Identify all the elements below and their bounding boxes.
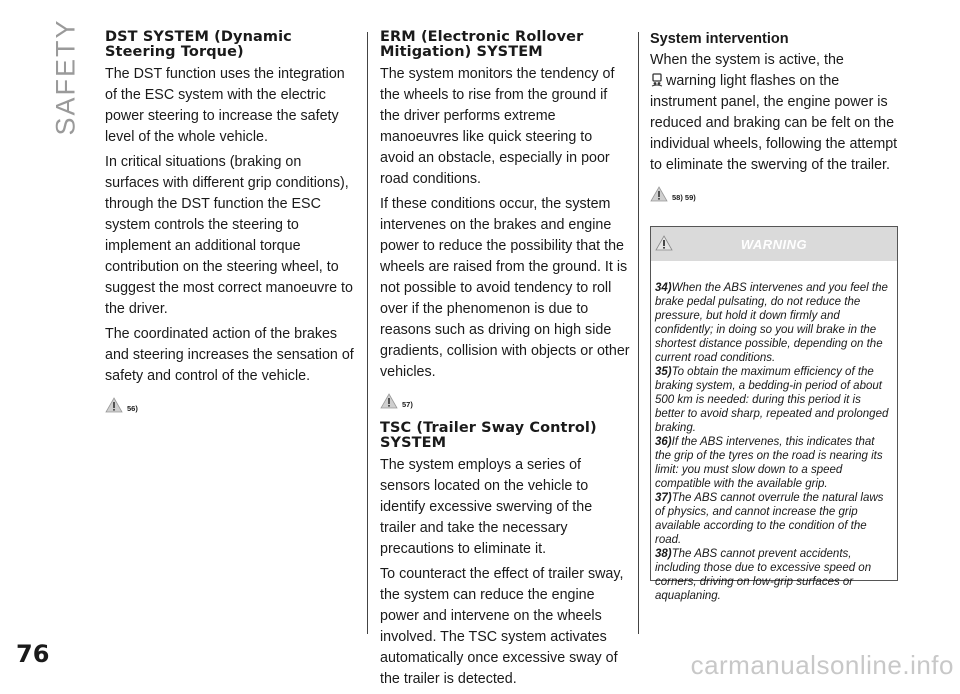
- caution-reference: [105, 397, 355, 413]
- subheading-system-intervention: System intervention: [650, 31, 789, 47]
- paragraph: The DST function uses the integration of the ESC system with the electric power steering to increase the safety level of the whole vehicle.: [105, 66, 345, 145]
- warning-item: [655, 547, 893, 603]
- warning-box: [650, 226, 898, 602]
- watermark: carmanualsonline.info: [690, 650, 954, 680]
- caution-reference: [380, 393, 630, 409]
- warning-item: [655, 281, 893, 365]
- trailer-sway-warning-icon: [650, 73, 664, 87]
- warning-title: WARNING: [740, 236, 808, 252]
- caution-reference: [650, 186, 898, 202]
- warning-item-number: 35): [655, 366, 672, 378]
- paragraph: The system employs a series of sensors located on the vehicle to identify excessive swerving of the trailer and take the necessary precautions to eliminate it.: [380, 457, 593, 557]
- paragraph: If these conditions occur, the system intervenes on the brakes and engine power to reduce the possibility that the wheels are raised from the ground. It is not possible to avoid tendency to roll over if the phenomenon is due to reasons such as driving on high side gradients, collision with objects or other vehicles.: [380, 196, 630, 380]
- paragraph-intervention-rest: warning light flashes on the instrument panel, the engine power is reduced and braking can be felt on the individual wheels, following the attempt to eliminate the swerving of the trailer.: [650, 73, 898, 173]
- column-divider: [638, 32, 639, 634]
- paragraph: The system monitors the tendency of the wheels to rise from the ground if the driver performs extreme manoeuvres like quick steering to avoid an obstacle, especially in poor road conditions.: [380, 66, 615, 187]
- column-dst: [105, 30, 355, 425]
- paragraph-intervention-start: When the system is active, the: [650, 52, 844, 68]
- warning-item: [655, 491, 893, 547]
- warning-item-text: The ABS cannot overrule the natural laws of physics, and cannot increase the grip available according to the condition of the road.: [655, 492, 884, 546]
- warning-header: [651, 227, 897, 261]
- caution-triangle-icon: [105, 397, 123, 413]
- warning-triangle-icon: [655, 235, 673, 251]
- warning-item-text: To obtain the maximum efficiency of the braking system, a bedding-in period of about 500 km is needed: during this period it is better to avoid sharp, repeated and prolonged braking.: [655, 366, 889, 434]
- reference-numbers: 58) 59): [672, 193, 696, 202]
- paragraph: In critical situations (braking on surfaces with different grip conditions), through the DST function the ESC system controls the steering to implement an additional torque contribution on the steering wheel, to suggest the most correct manoeuvre to the driver.: [105, 154, 353, 317]
- section-heading-dst: DST SYSTEM (Dynamic Steering Torque): [105, 29, 292, 60]
- reference-number: 56): [127, 404, 138, 413]
- paragraph: To counteract the effect of trailer sway, the system can reduce the engine power and intervene on the wheels involved. The TSC system activates automatically once excessive sway of the trailer is detected.: [380, 566, 624, 687]
- reference-number: 57): [402, 400, 413, 409]
- column-divider: [367, 32, 368, 634]
- column-erm-tsc: [380, 30, 630, 694]
- warning-item-text: When the ABS intervenes and you feel the brake pedal pulsating, do not reduce the pressure, but hold it down firmly and confidently; in doing so you will brake in the shortest distance possible, depending on the current road conditions.: [655, 282, 888, 364]
- warning-item-number: 37): [655, 492, 672, 504]
- section-tab-label: SAFETY: [50, 18, 81, 136]
- warning-item-number: 34): [655, 282, 672, 294]
- section-tab: [50, 18, 81, 136]
- warning-item-text: If the ABS intervenes, this indicates that the grip of the tyres on the road is nearing its limit: you must slow down to a speed compatible with the available grip.: [655, 436, 883, 490]
- page-number: 76: [16, 640, 50, 668]
- caution-triangle-icon: [650, 186, 668, 202]
- section-heading-tsc: TSC (Trailer Sway Control) SYSTEM: [380, 420, 597, 451]
- warning-item-number: 36): [655, 436, 672, 448]
- warning-item: [655, 365, 893, 435]
- warning-list: [651, 261, 897, 603]
- paragraph-intervention: [650, 50, 898, 176]
- warning-item-text: The ABS cannot prevent accidents, including those due to excessive speed on corners, driving on low-grip surfaces or aquaplaning.: [655, 548, 872, 602]
- caution-triangle-icon: [380, 393, 398, 409]
- warning-item-number: 38): [655, 548, 672, 560]
- warning-item: [655, 435, 893, 491]
- column-intervention: [650, 30, 898, 602]
- paragraph: The coordinated action of the brakes and steering increases the sensation of safety and control of the vehicle.: [105, 326, 354, 384]
- section-heading-erm: ERM (Electronic Rollover Mitigation) SYSTEM: [380, 29, 584, 60]
